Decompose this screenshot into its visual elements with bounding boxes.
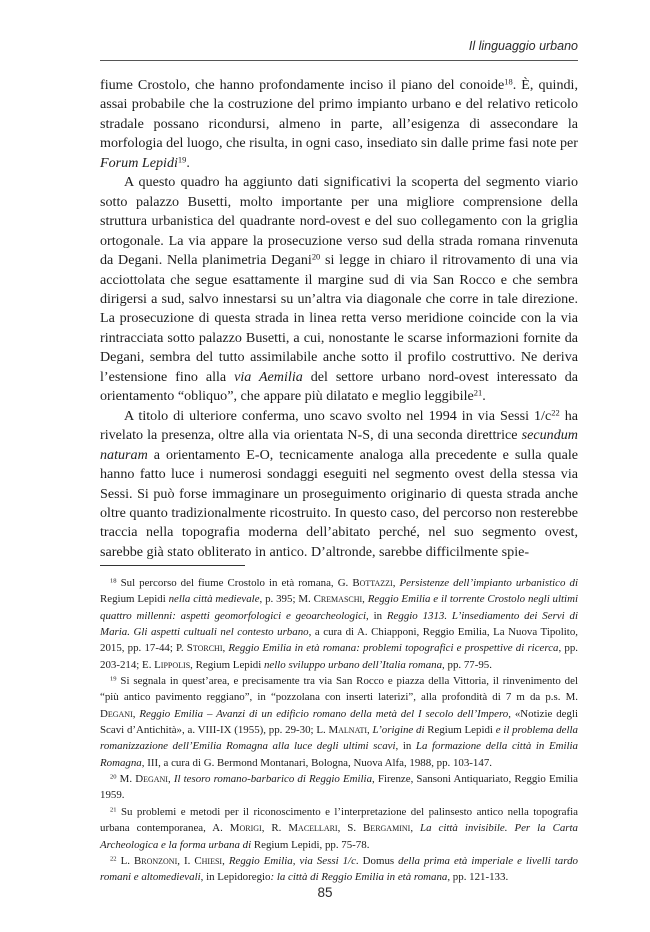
footnote-20: [100, 771, 578, 804]
author-name: Degani: [100, 707, 133, 720]
footnote-text: , in Lepidoregio: [200, 871, 271, 884]
footnote-text: ,: [367, 724, 373, 737]
footnote-22: [100, 853, 578, 886]
footnote-21: [100, 804, 578, 853]
author-name: Degani: [135, 773, 168, 786]
footnote-ref: 21: [473, 387, 483, 398]
work-title: Reggio Emilia, via Sessi 1/c: [228, 854, 356, 867]
footnote-text: , «Notizie degli Scavi d’Antichità», a. VIII-IX (1955), pp. 29-30; L.: [100, 707, 578, 737]
paragraph-3: [100, 407, 578, 563]
author-name: Macellari: [288, 822, 338, 835]
footnote-rule: [100, 565, 245, 566]
work-title: nello sviluppo urbano dell’Italia romana: [263, 658, 443, 671]
footnote-number: 19: [110, 675, 117, 683]
work-title: Reggio 1313. L’insediamento dei Servi di Maria. Gli aspetti cultuali nel contesto urbano: [100, 609, 578, 639]
footnote-text: , I.: [177, 854, 195, 867]
footnote-text: ,: [222, 854, 229, 867]
footnote-text: ,: [167, 773, 174, 786]
footnote-text: ,: [410, 822, 421, 835]
work-title: Reggio Emilia – Avanzi di un edificio romano della metà del I secolo dell’Impero: [139, 707, 509, 720]
footnote-18: [100, 575, 578, 673]
paragraph-text: fiume Crostolo, che hanno profondamente inciso il piano del conoide: [100, 77, 505, 93]
footnote-text: ,: [362, 593, 368, 606]
paragraph-text: A titolo di ulteriore conferma, uno scavo svolto nel 1994 in via Sessi 1/c: [124, 407, 552, 424]
italic-term: Forum Lepidi: [100, 154, 178, 171]
author-name: Bergamini: [363, 822, 411, 835]
author-name: Bronzoni: [133, 854, 178, 867]
footnote-text: . Domus: [355, 854, 399, 867]
work-title: e il problema della romanizzazione dell’Emilia Romagna alla luce degli ultimi scavi: [100, 724, 578, 753]
footnote-text: , Regium Lepidi: [190, 658, 264, 671]
author-name: Morigi: [229, 822, 262, 835]
footnote-text: , III, a cura di G. Bermond Montanari, Bologna, Nuova Alfa, 1988, pp. 103-147.: [141, 756, 492, 769]
footnote-text: , a cura di A. Chiapponi, Reggio Emilia, La Nuova Tipolito, 2015, pp. 17-44; P.: [100, 626, 578, 655]
author-name: Storchi: [186, 642, 223, 655]
footnote-text: , p. 395; M.: [259, 593, 314, 606]
author-name: Cremaschi: [313, 593, 363, 606]
paragraph-text: . È, quindi, assai probabile che la costruzione del primo impianto urbano e del relativo reticolo stradale possano ricondursi, almeno in parte, all’esigenza di assecondare la morfologia del luogo, che risulta, in ogni caso, insediato sin dalle prime fasi note per: [100, 77, 578, 152]
footnote-text: M.: [119, 773, 136, 786]
paragraph-2: [100, 173, 578, 406]
footnote-text: Su problemi e metodi per il riconoscimento e l’interpretazione del palinsesto antico nella topografia urbana contemporanea, A.: [100, 805, 578, 835]
author-name: Bottazzi: [352, 577, 393, 589]
footnote-text: ,: [222, 642, 229, 655]
header-rule: [100, 60, 578, 61]
work-title: Persistenze dell’impianto urbanistico di: [399, 577, 578, 589]
footnote-text: ,: [132, 707, 140, 720]
footnote-ref: 19: [177, 154, 187, 165]
paragraph-text: ha rivelato la presenza, oltre alla via orientata N-S, di una seconda direttrice: [100, 407, 579, 444]
footnote-text: , in: [395, 740, 416, 753]
author-name: Malnati: [328, 724, 368, 737]
footnote-text: Si segnala in quest’area, e precisamente tra via San Rocco e piazza della Vittoria, il rinvenimento del “più antico pavimento reggiano”, in “pozzolana con inserti laterizi”, alla profondità di 7 m da p.s. M.: [100, 675, 578, 704]
footnote-number: 21: [110, 806, 117, 814]
paragraph-text: del settore urbano nord-ovest interessato da orientamento “obliquo”, che appare più dilatato e meglio leggibile: [100, 368, 578, 405]
work-title: Reggio Emilia e il torrente Crostolo negli ultimi quattro millenni: aspetti geomorfologici e geoarcheologici: [100, 593, 578, 622]
footnote-number: 20: [110, 773, 117, 781]
footnote-text: , pp. 77-95.: [442, 658, 492, 671]
paragraph-text: A questo quadro ha aggiunto dati significativi la scoperta del segmento viario sotto palazzo Busetti, molto importante per una migliore comprensione della struttura urbanistica del quadrante nord-ovest e del suo collegamento con la griglia ortogonale. La via appare la prosecuzione verso sud della strada romana rinvenuta da Degani. Nella planimetria Degani: [100, 174, 578, 269]
footnote-number: 22: [110, 855, 117, 863]
footnote-19: [100, 673, 578, 771]
work-title: Reggio Emilia in età romana: problemi topografici e prospettive di ricerca: [228, 642, 559, 655]
footnote-text: Regium Lepidi: [100, 593, 169, 606]
footnote-text: , Firenze, Sansoni Antiquariato, Reggio Emilia 1959.: [100, 773, 578, 802]
body-text: [100, 76, 578, 562]
author-name: Lippolis: [154, 658, 191, 671]
footnote-text: , R.: [261, 822, 289, 835]
work-title: La formazione della città in Emilia Romagna: [100, 740, 578, 769]
footnote-number: 18: [110, 577, 117, 585]
work-title: L’origine di: [372, 724, 425, 737]
paragraph-text: si legge in chiaro il ritrovamento di una via acciottolata che segue esattamente il margine sud di via San Rocco e che sembra dirigersi a sud, salvo innestarsi su un’altra via diagonale che corre in tale direzione. La prosecuzione di questa strada in linea retta verso meridione coincide con la via rintracciata sotto palazzo Busetti, a cui, nonostante le scarse informazioni fornite da Degani, sembra del tutto assimilabile anche sotto il profilo costruttivo. Ne deriva l’estensione fino alla: [100, 252, 578, 385]
footnote-text: , in: [366, 609, 387, 622]
work-title: nella città medievale: [168, 593, 260, 606]
work-title: della prima età imperiale e livelli tardo romani e altomedievali: [100, 854, 578, 884]
work-title: : la città di Reggio Emilia in età romana: [270, 871, 448, 884]
footnote-text: Regium Lepidi, pp. 75-78.: [251, 838, 370, 851]
footnote-ref: 22: [551, 407, 560, 418]
footnote-text: Sul percorso del fiume Crostolo in età romana, G.: [120, 577, 353, 589]
work-title: La città invisibile. Per la Carta Archeologica e la forma urbana di: [100, 822, 579, 851]
footnote-ref: 18: [504, 76, 513, 87]
author-name: Chiesi: [194, 854, 223, 867]
italic-term: secundum naturam: [100, 427, 578, 463]
footnote-text: Regium Lepidi: [424, 724, 496, 737]
footnote-text: , pp. 203-214; E.: [100, 642, 579, 671]
footnote-text: , S.: [337, 822, 364, 835]
paragraph-1: [100, 76, 578, 173]
footnote-text: , pp. 121-133.: [447, 871, 509, 884]
paragraph-text: .: [482, 388, 486, 405]
work-title: Il tesoro romano-barbarico di Reggio Emilia: [173, 773, 373, 786]
footnote-text: L.: [120, 854, 134, 867]
italic-term: via Aemilia: [234, 368, 303, 385]
paragraph-text: .: [186, 154, 190, 171]
footnote-ref: 20: [311, 251, 321, 262]
page-number: 85: [317, 885, 333, 900]
paragraph-text: a orientamento E-O, tecnicamente analoga alla precedente e sulla quale hanno fatto luce i numerosi sondaggi eseguiti nel segmento ovest della stessa via Sessi. Si può forse immaginare un proseguimento originario di questa strada anche oltre quanto tradizionalmente ricostruito. In questo caso, del percorso non resterebbe traccia nella topografia moderna dell’abitato perché, nel suo segmento ovest, sarebbe già stato obliterato in antico. D’altronde, sarebbe difficilmente spie-: [100, 446, 578, 560]
footnote-text: ,: [392, 577, 400, 589]
footnotes: [100, 575, 578, 886]
running-header: Il linguaggio urbano: [468, 39, 578, 53]
